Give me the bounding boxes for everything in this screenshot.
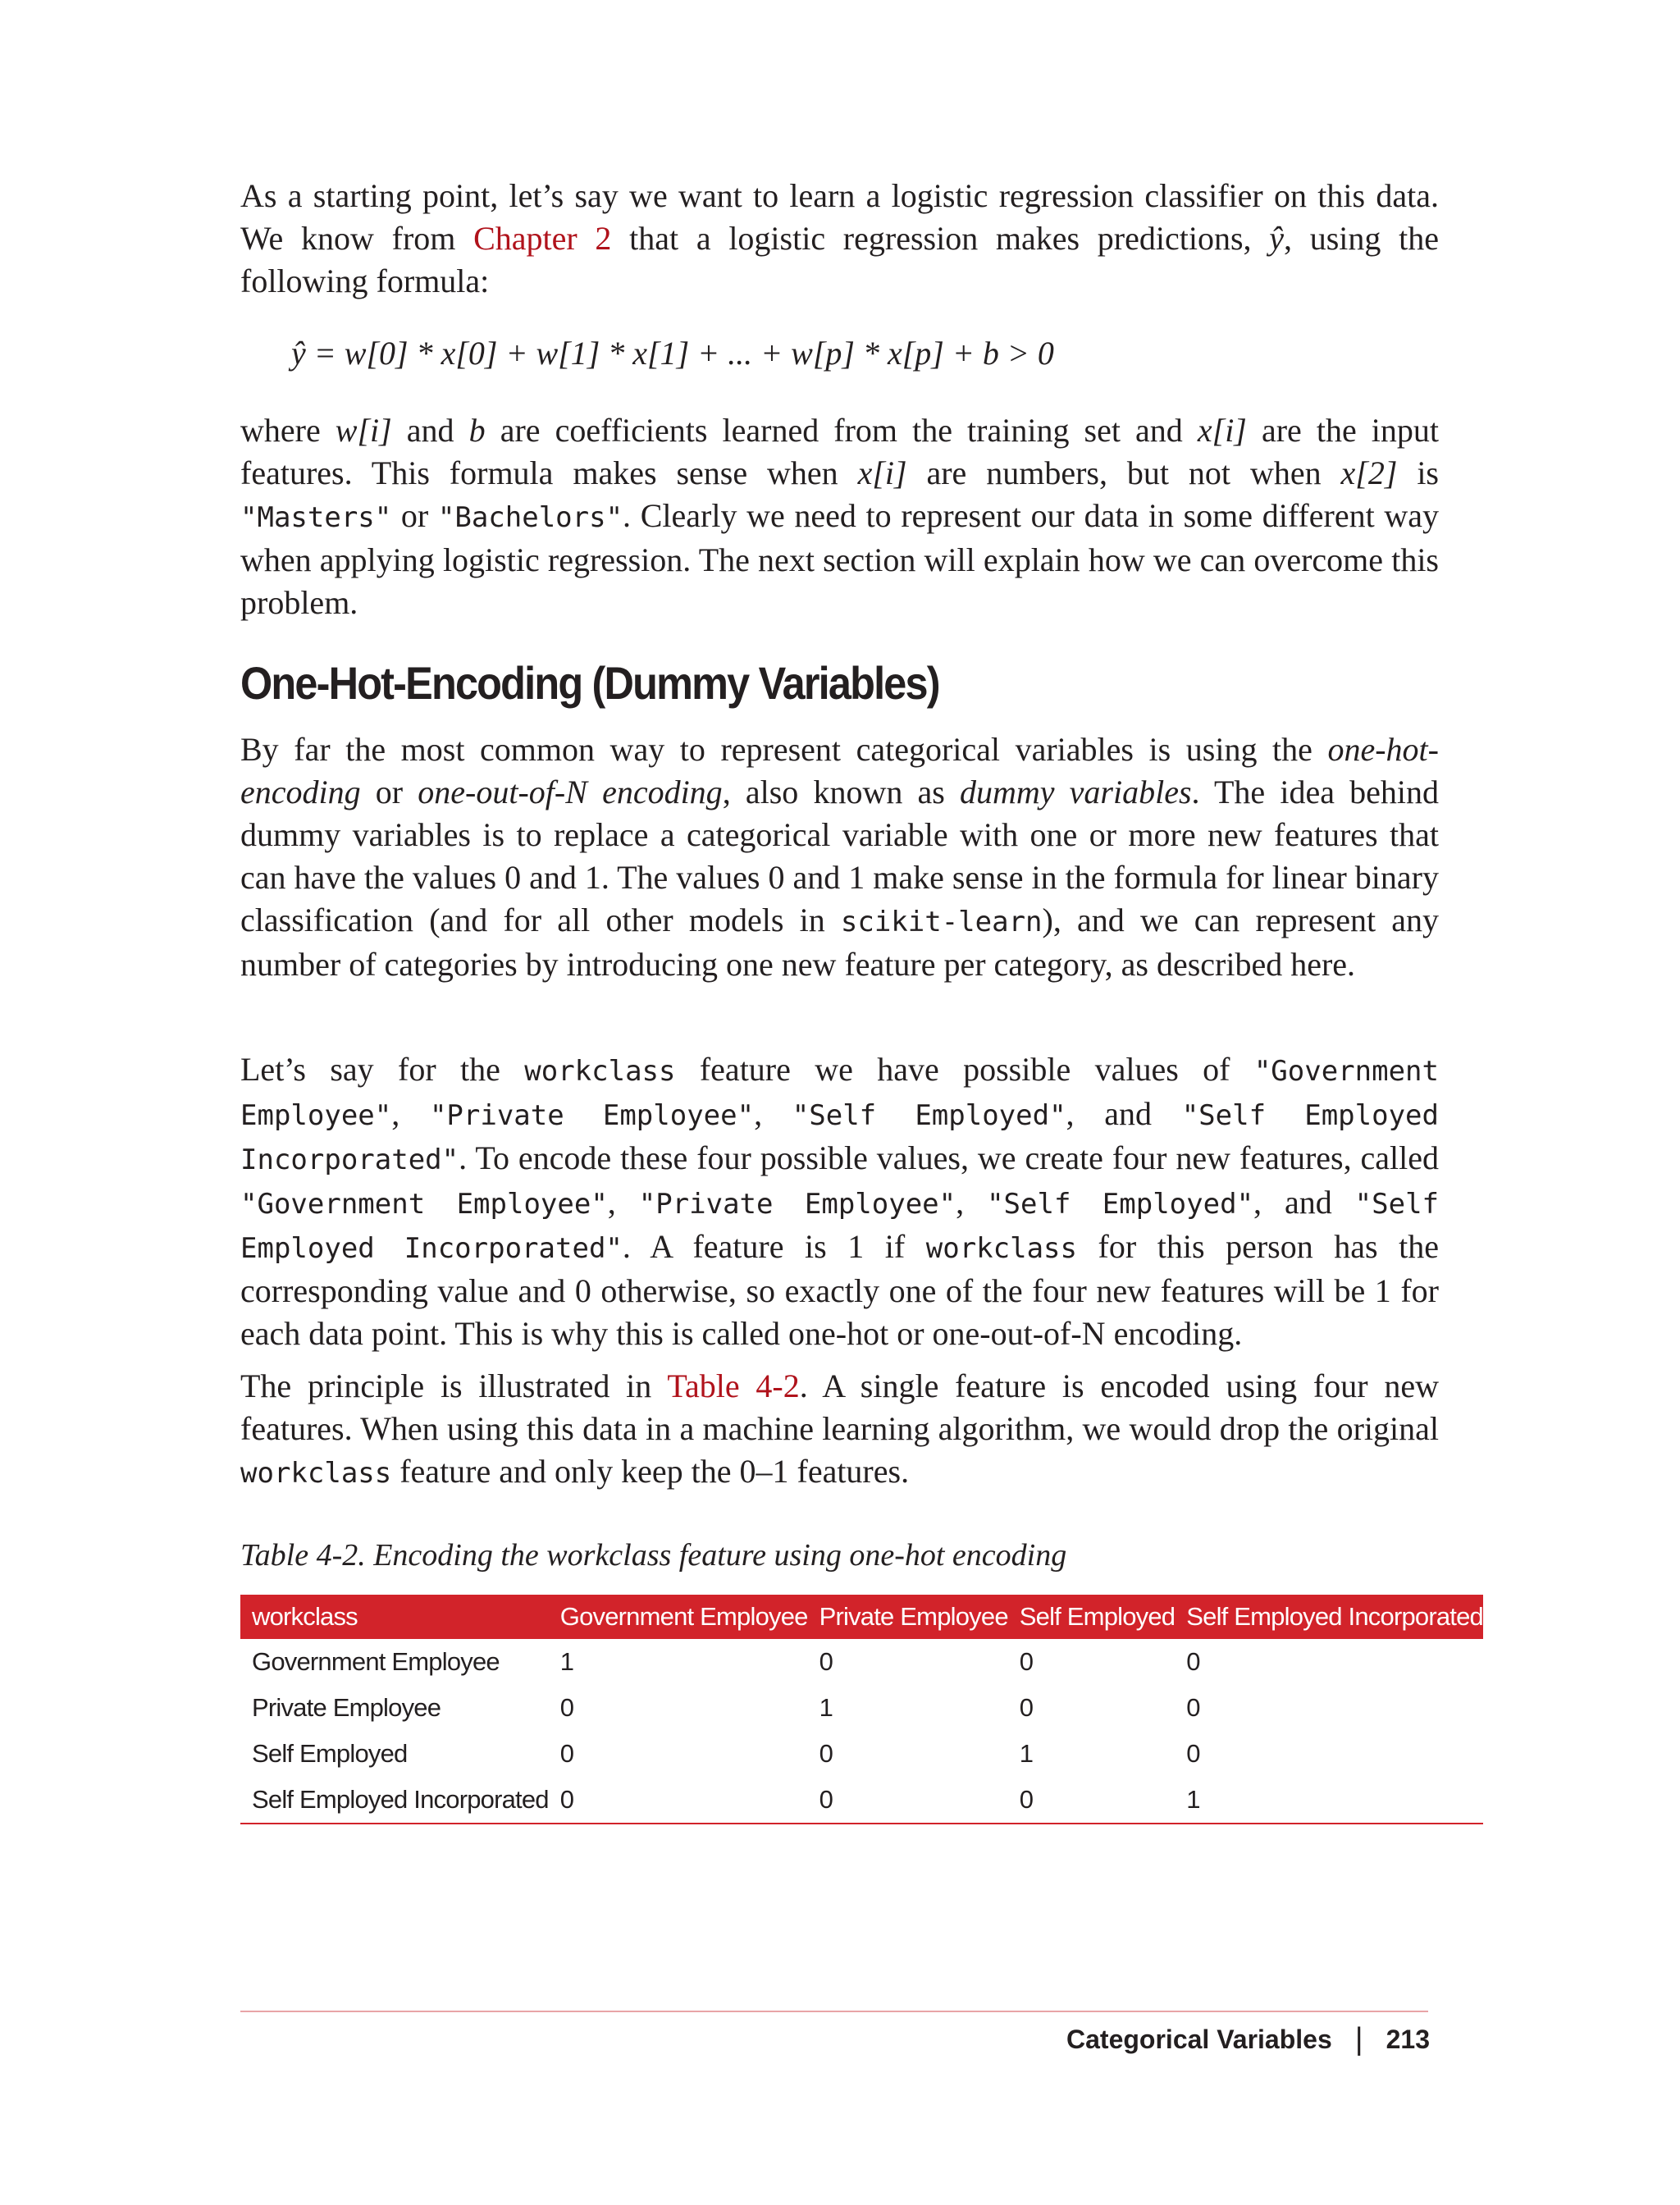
table-cell: 0 bbox=[1186, 1647, 1200, 1676]
code-literal: workclass bbox=[524, 1055, 676, 1088]
para5-block bbox=[240, 1365, 1439, 1495]
table-reference-paragraph bbox=[240, 1365, 1439, 1495]
table-row bbox=[240, 1639, 1483, 1685]
text-run: and bbox=[391, 412, 469, 449]
text-run: , bbox=[956, 1184, 988, 1221]
table-caption: Table 4-2. Encoding the workclass feature using one-hot encoding bbox=[240, 1538, 1067, 1573]
table-cell: 0 bbox=[549, 1777, 808, 1824]
footer-divider bbox=[240, 2011, 1428, 2012]
table-cell: 0 bbox=[1186, 1693, 1200, 1722]
text-run: that a logistic regression makes predictions, bbox=[611, 220, 1270, 257]
text-run: By far the most common way to represent categorical variables is using the bbox=[240, 731, 1328, 768]
text-run: . The idea behind dummy variables is to replace a categorical variable with one or more new features that can have the values 0 and 1. The values 0 and 1 make sense in the formula for linear binary classification (and for all other models in bbox=[240, 774, 1439, 938]
text-run: As a starting point, let’s say we want to learn a logistic regression classifier on this data. We know from bbox=[240, 177, 1439, 257]
para3-block bbox=[240, 728, 1439, 986]
para2-block bbox=[240, 409, 1439, 624]
table-header-row bbox=[240, 1595, 1483, 1639]
para4-block bbox=[240, 1048, 1439, 1355]
table-cell: 0 bbox=[819, 1739, 833, 1768]
chapter-2-link[interactable]: Chapter 2 bbox=[473, 220, 612, 257]
code-literal: "Self Employed Incorporated" bbox=[240, 1099, 1439, 1176]
one-hot-encoding-table bbox=[240, 1595, 1483, 1824]
table-row bbox=[240, 1685, 1483, 1731]
table-cell: 0 bbox=[559, 1693, 574, 1722]
section-heading: One-Hot-Encoding (Dummy Variables) bbox=[240, 657, 939, 709]
page-footer bbox=[1066, 2022, 1430, 2057]
table-cell: 0 bbox=[819, 1647, 833, 1676]
table-row bbox=[240, 1777, 1483, 1824]
text-run: Let’s say for the bbox=[240, 1051, 525, 1088]
text-run: , also known as bbox=[722, 774, 960, 810]
formula-yhat: ŷ bbox=[291, 335, 306, 372]
table-cell: Government Employee bbox=[252, 1647, 500, 1676]
column-header: Self Employed bbox=[1008, 1595, 1175, 1639]
table-cell: Private Employee bbox=[252, 1693, 441, 1722]
table-row bbox=[240, 1731, 1483, 1777]
text-run: or bbox=[391, 497, 438, 534]
text-run: , bbox=[607, 1184, 639, 1221]
text-run: are coefficients learned from the training set and bbox=[485, 412, 1198, 449]
column-header: Government Employee bbox=[549, 1595, 808, 1639]
logistic-regression-formula bbox=[291, 332, 1054, 375]
coefficients-paragraph bbox=[240, 409, 1439, 624]
text-run: , bbox=[754, 1095, 792, 1132]
table-cell: 1 bbox=[1175, 1777, 1483, 1824]
text-run: feature we have possible values of bbox=[675, 1051, 1254, 1088]
text-run: , using the following formula: bbox=[240, 220, 1440, 299]
text-run: are the input features. This formula makes sense when bbox=[240, 412, 1440, 491]
text-run: feature and only keep the 0–1 features. bbox=[391, 1453, 910, 1490]
code-literal: "Private Employee" bbox=[638, 1188, 956, 1221]
one-hot-definition-paragraph bbox=[240, 728, 1439, 986]
table-cell: 0 bbox=[1019, 1647, 1034, 1676]
text-run: . A feature is 1 if bbox=[622, 1228, 926, 1265]
text-run: are numbers, but not when bbox=[906, 454, 1341, 491]
intro-paragraph bbox=[240, 175, 1439, 303]
column-header: workclass bbox=[240, 1595, 549, 1639]
term-emphasis: dummy variables bbox=[959, 774, 1192, 810]
code-literal: "Government Employee" bbox=[240, 1188, 608, 1221]
table-cell: 1 bbox=[559, 1647, 574, 1676]
code-literal: workclass bbox=[925, 1232, 1077, 1265]
math-var: b bbox=[468, 412, 486, 449]
code-literal: scikit-learn bbox=[840, 906, 1043, 938]
page-number: 213 bbox=[1386, 2025, 1430, 2054]
table-cell: 0 bbox=[1019, 1693, 1034, 1722]
text-run: . Clearly we need to represent our data in some different way when applying logistic regression. The next section will explain how we can overcome this problem. bbox=[240, 497, 1439, 621]
code-literal: "Government Employee" bbox=[240, 1055, 1439, 1132]
math-var: x[i] bbox=[1197, 412, 1247, 449]
text-run: . To encode these four possible values, we create four new features, called bbox=[459, 1139, 1439, 1176]
text-run: The principle is illustrated in bbox=[240, 1367, 668, 1404]
text-run: for this person has the corresponding value and 0 otherwise, so exactly one of the four new features will be 1 for each data point. This is why this is called one-hot or one-out-of-N encoding. bbox=[240, 1228, 1439, 1352]
math-var: w[i] bbox=[335, 412, 392, 449]
table-cell: 0 bbox=[808, 1777, 1008, 1824]
intro-paragraph-block bbox=[240, 175, 1439, 303]
code-literal: workclass bbox=[240, 1457, 392, 1490]
yhat-symbol: ŷ bbox=[1269, 220, 1285, 257]
text-run: where bbox=[240, 412, 336, 449]
code-literal: "Bachelors" bbox=[437, 501, 623, 534]
column-header: Private Employee bbox=[808, 1595, 1008, 1639]
running-section-title: Categorical Variables bbox=[1066, 2025, 1332, 2054]
code-literal: "Self Employed" bbox=[792, 1099, 1066, 1132]
term-emphasis: one-hot-encoding bbox=[240, 731, 1439, 810]
table-cell: 1 bbox=[1019, 1739, 1034, 1768]
text-run: . A single feature is encoded using four new features. When using this data in a machine learning algorithm, we would drop the original bbox=[240, 1367, 1439, 1447]
formula-body: = w[0] * x[0] + w[1] * x[1] + ... + w[p] * x[p] + b > 0 bbox=[305, 335, 1054, 372]
code-literal: "Private Employee" bbox=[429, 1099, 755, 1132]
text-run: , and bbox=[1066, 1095, 1182, 1132]
table-cell: Self Employed bbox=[252, 1739, 408, 1768]
table-cell: 0 bbox=[559, 1739, 574, 1768]
workclass-example-paragraph bbox=[240, 1048, 1439, 1355]
code-literal: "Self Employed" bbox=[987, 1188, 1254, 1221]
math-var: x[2] bbox=[1340, 454, 1398, 491]
table-4-2-link[interactable]: Table 4-2 bbox=[667, 1367, 800, 1404]
text-run: , and bbox=[1253, 1184, 1355, 1221]
math-var: x[i] bbox=[857, 454, 907, 491]
text-run: or bbox=[360, 774, 418, 810]
text-run: , bbox=[391, 1095, 430, 1132]
text-run: ), and we can represent any number of categories by introducing one new feature per category, as described here. bbox=[240, 902, 1439, 983]
table-cell: 0 bbox=[1008, 1777, 1175, 1824]
column-header: Self Employed Incorporated bbox=[1175, 1595, 1483, 1639]
table-cell: Self Employed Incorporated bbox=[240, 1777, 549, 1824]
table-cell: 0 bbox=[1186, 1739, 1200, 1768]
footer-separator: | bbox=[1354, 2022, 1363, 2057]
text-run: is bbox=[1397, 454, 1440, 491]
code-literal: "Masters" bbox=[240, 501, 392, 534]
code-literal: "Self Employed Incorporated" bbox=[240, 1188, 1440, 1265]
term-emphasis: one-out-of-N encoding bbox=[418, 774, 723, 810]
table-cell: 1 bbox=[819, 1693, 833, 1722]
